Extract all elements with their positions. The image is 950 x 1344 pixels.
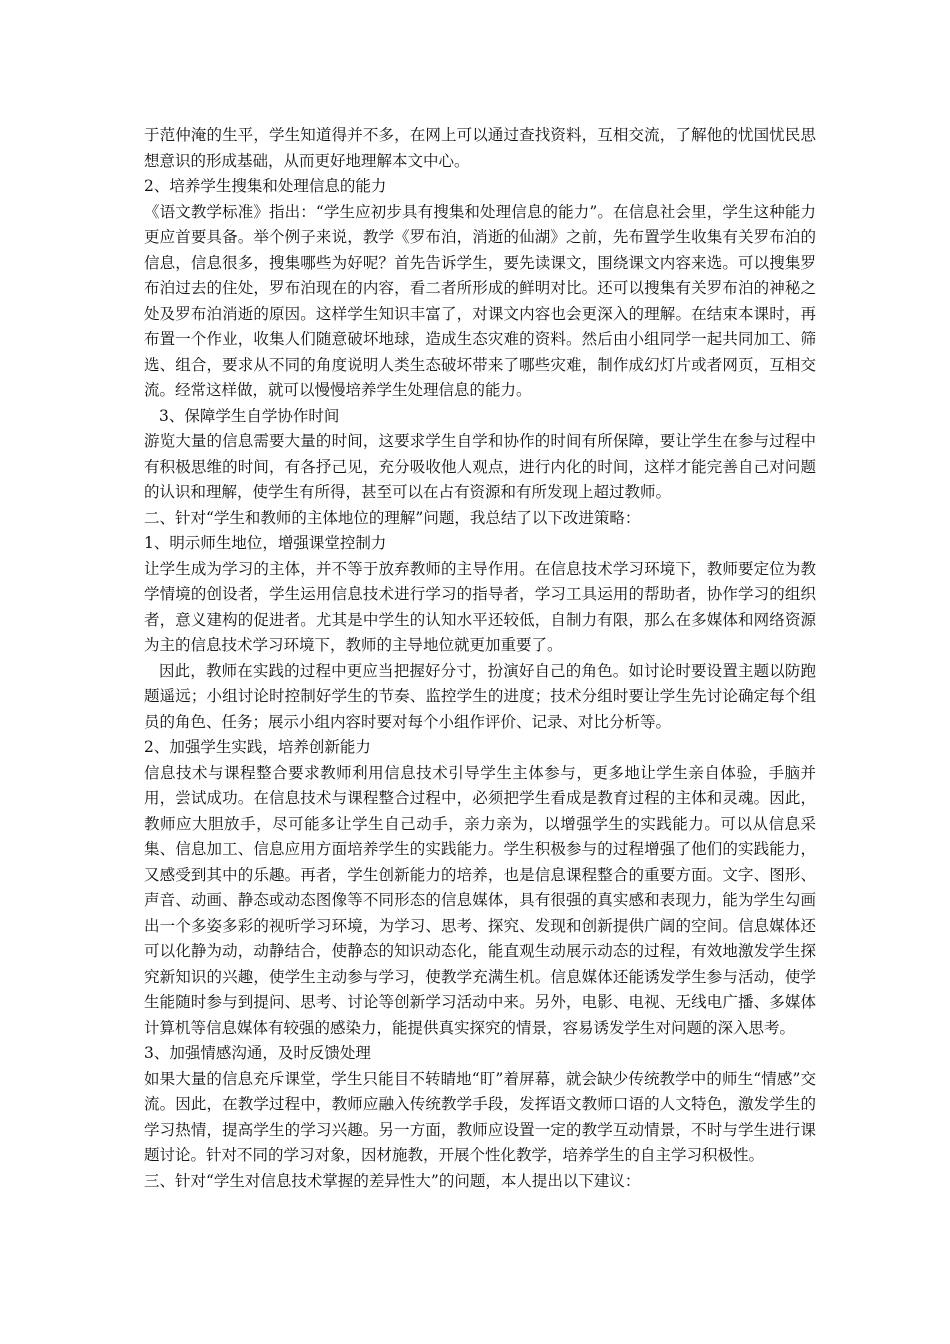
paragraph: 《语文教学标准》指出：“学生应初步具有搜集和处理信息的能力”。在信息社会里，学生这种能力更应首要具备。举个例子来说，教学《罗布泊，消逝的仙湖》之前，先布置学生收集有关罗布泊的信息，信息很多，搜集哪些为好呢？首先告诉学生，要先读课文，围绕课文内容来选。可以搜集罗布泊过去的住处，罗布泊现在的内容，看二者所形成的鲜明对比。还可以搜集有关罗布泊的神秘之处及罗布泊消逝的原因。这样学生知识丰富了，对课文内容也会更深入的理解。在结束本课时，再布置一个作业，收集人们随意破坏地球，造成生态灾难的资料。然后由小组同学一起共同加工、筛选、组合，要求从不同的角度说明人类生态破坏带来了哪些灾难，制作成幻灯片或者网页，互相交流。经常这样做，就可以慢慢培养学生处理信息的能力。 [144,202,816,399]
section-heading: 2、加强学生实践，培养创新能力 [144,738,371,756]
paragraph: 信息技术与课程整合要求教师利用信息技术引导学生主体参与，更多地让学生亲自体验，手脑并用，尝试成功。在信息技术与课程整合过程中，必须把学生看成是教育过程的主体和灵魂。因此，教师应大胆放手，尽可能多让学生自己动手，亲力亲为，以增强学生的实践能力。可以从信息采集、信息加工、信息应用方面培养学生的实践能力。学生积极参与的过程增强了他们的实践能力，又感受到其中的乐趣。再者，学生创新能力的培养，也是信息课程整合的重要方面。文字、图形、声音、动画、静态或动态图像等不同形态的信息媒体，具有很强的真实感和表现力，能为学生勾画出一个多姿多彩的视听学习环境，为学习、思考、探究、发现和创新提供广阔的空间。信息媒体还可以化静为动，动静结合，使静态的知识动态化，能直观生动展示动态的过程，有效地激发学生探究新知识的兴趣，使学生主动参与学习，使教学充满生机。信息媒体还能诱发学生参与活动，使学生能随时参与到提问、思考、讨论等创新学习活动中来。另外，电影、电视、无线电广播、多媒体计算机等信息媒体有较强的感染力，能提供真实探究的情景，容易诱发学生对问题的深入思考。 [144,763,816,1037]
paragraph: 游览大量的信息需要大量的时间，这要求学生自学和协作的时间有所保障，要让学生在参与过程中有积极思维的时间，有各抒己见，充分吸收他人观点，进行内化的时间，这样才能完善自己对问题的认识和理解，使学生有所得，甚至可以在占有资源和有所发现上超过教师。 [144,432,816,501]
paragraph: 如果大量的信息充斥课堂，学生只能目不转睛地“盯”着屏幕，就会缺少传统教学中的师生“情感”交流。因此，在教学过程中，教师应融入传统教学手段，发挥语文教师口语的人文特色，激发学生的学习热情，提高学生的学习兴趣。另一方面，教师应设置一定的教学互动情景，不时与学生进行课题讨论。针对不同的学习对象，因材施教，开展个性化教学，培养学生的自主学习积极性。 [144,1069,816,1164]
section-heading: 3、加强情感沟通，及时反馈处理 [144,1044,371,1062]
section-heading: 3、保障学生自学协作时间 [159,406,340,425]
paragraph: 于范仲淹的生平，学生知道得并不多，在网上可以通过查找资料，互相交流，了解他的忧国忧民思想意识的形成基础，从而更好地理解本文中心。 [144,126,816,170]
section-heading: 2、培养学生搜集和处理信息的能力 [144,177,387,195]
document-body [144,123,816,1194]
paragraph: 因此，教师在实践的过程中更应当把握好分寸，扮演好自己的角色。如讨论时要设置主题以防跑题遥远；小组讨论时控制好学生的节奏、监控学生的进度；技术分组时要让学生先讨论确定每个组员的角色、任务；展示小组内容时要对每个小组作评价、记录、对比分析等。 [144,661,816,731]
section-heading: 三、针对“学生对信息技术掌握的差异性大”的问题，本人提出以下建议： [144,1171,641,1190]
section-heading: 1、明示师生地位，增强课堂控制力 [144,534,387,552]
section-heading: 二、针对“学生和教师的主体地位的理解”问题，我总结了以下改进策略： [144,508,641,527]
paragraph: 让学生成为学习的主体，并不等于放弃教师的主导作用。在信息技术学习环境下，教师要定位为教学情境的创设者，学生运用信息技术进行学习的指导者，学习工具运用的帮助者，协作学习的组织者，意义建构的促进者。尤其是中学生的认知水平还较低，自制力有限，那么在多媒体和网络资源为主的信息技术学习环境下，教师的主导地位就更加重要了。 [144,559,816,654]
